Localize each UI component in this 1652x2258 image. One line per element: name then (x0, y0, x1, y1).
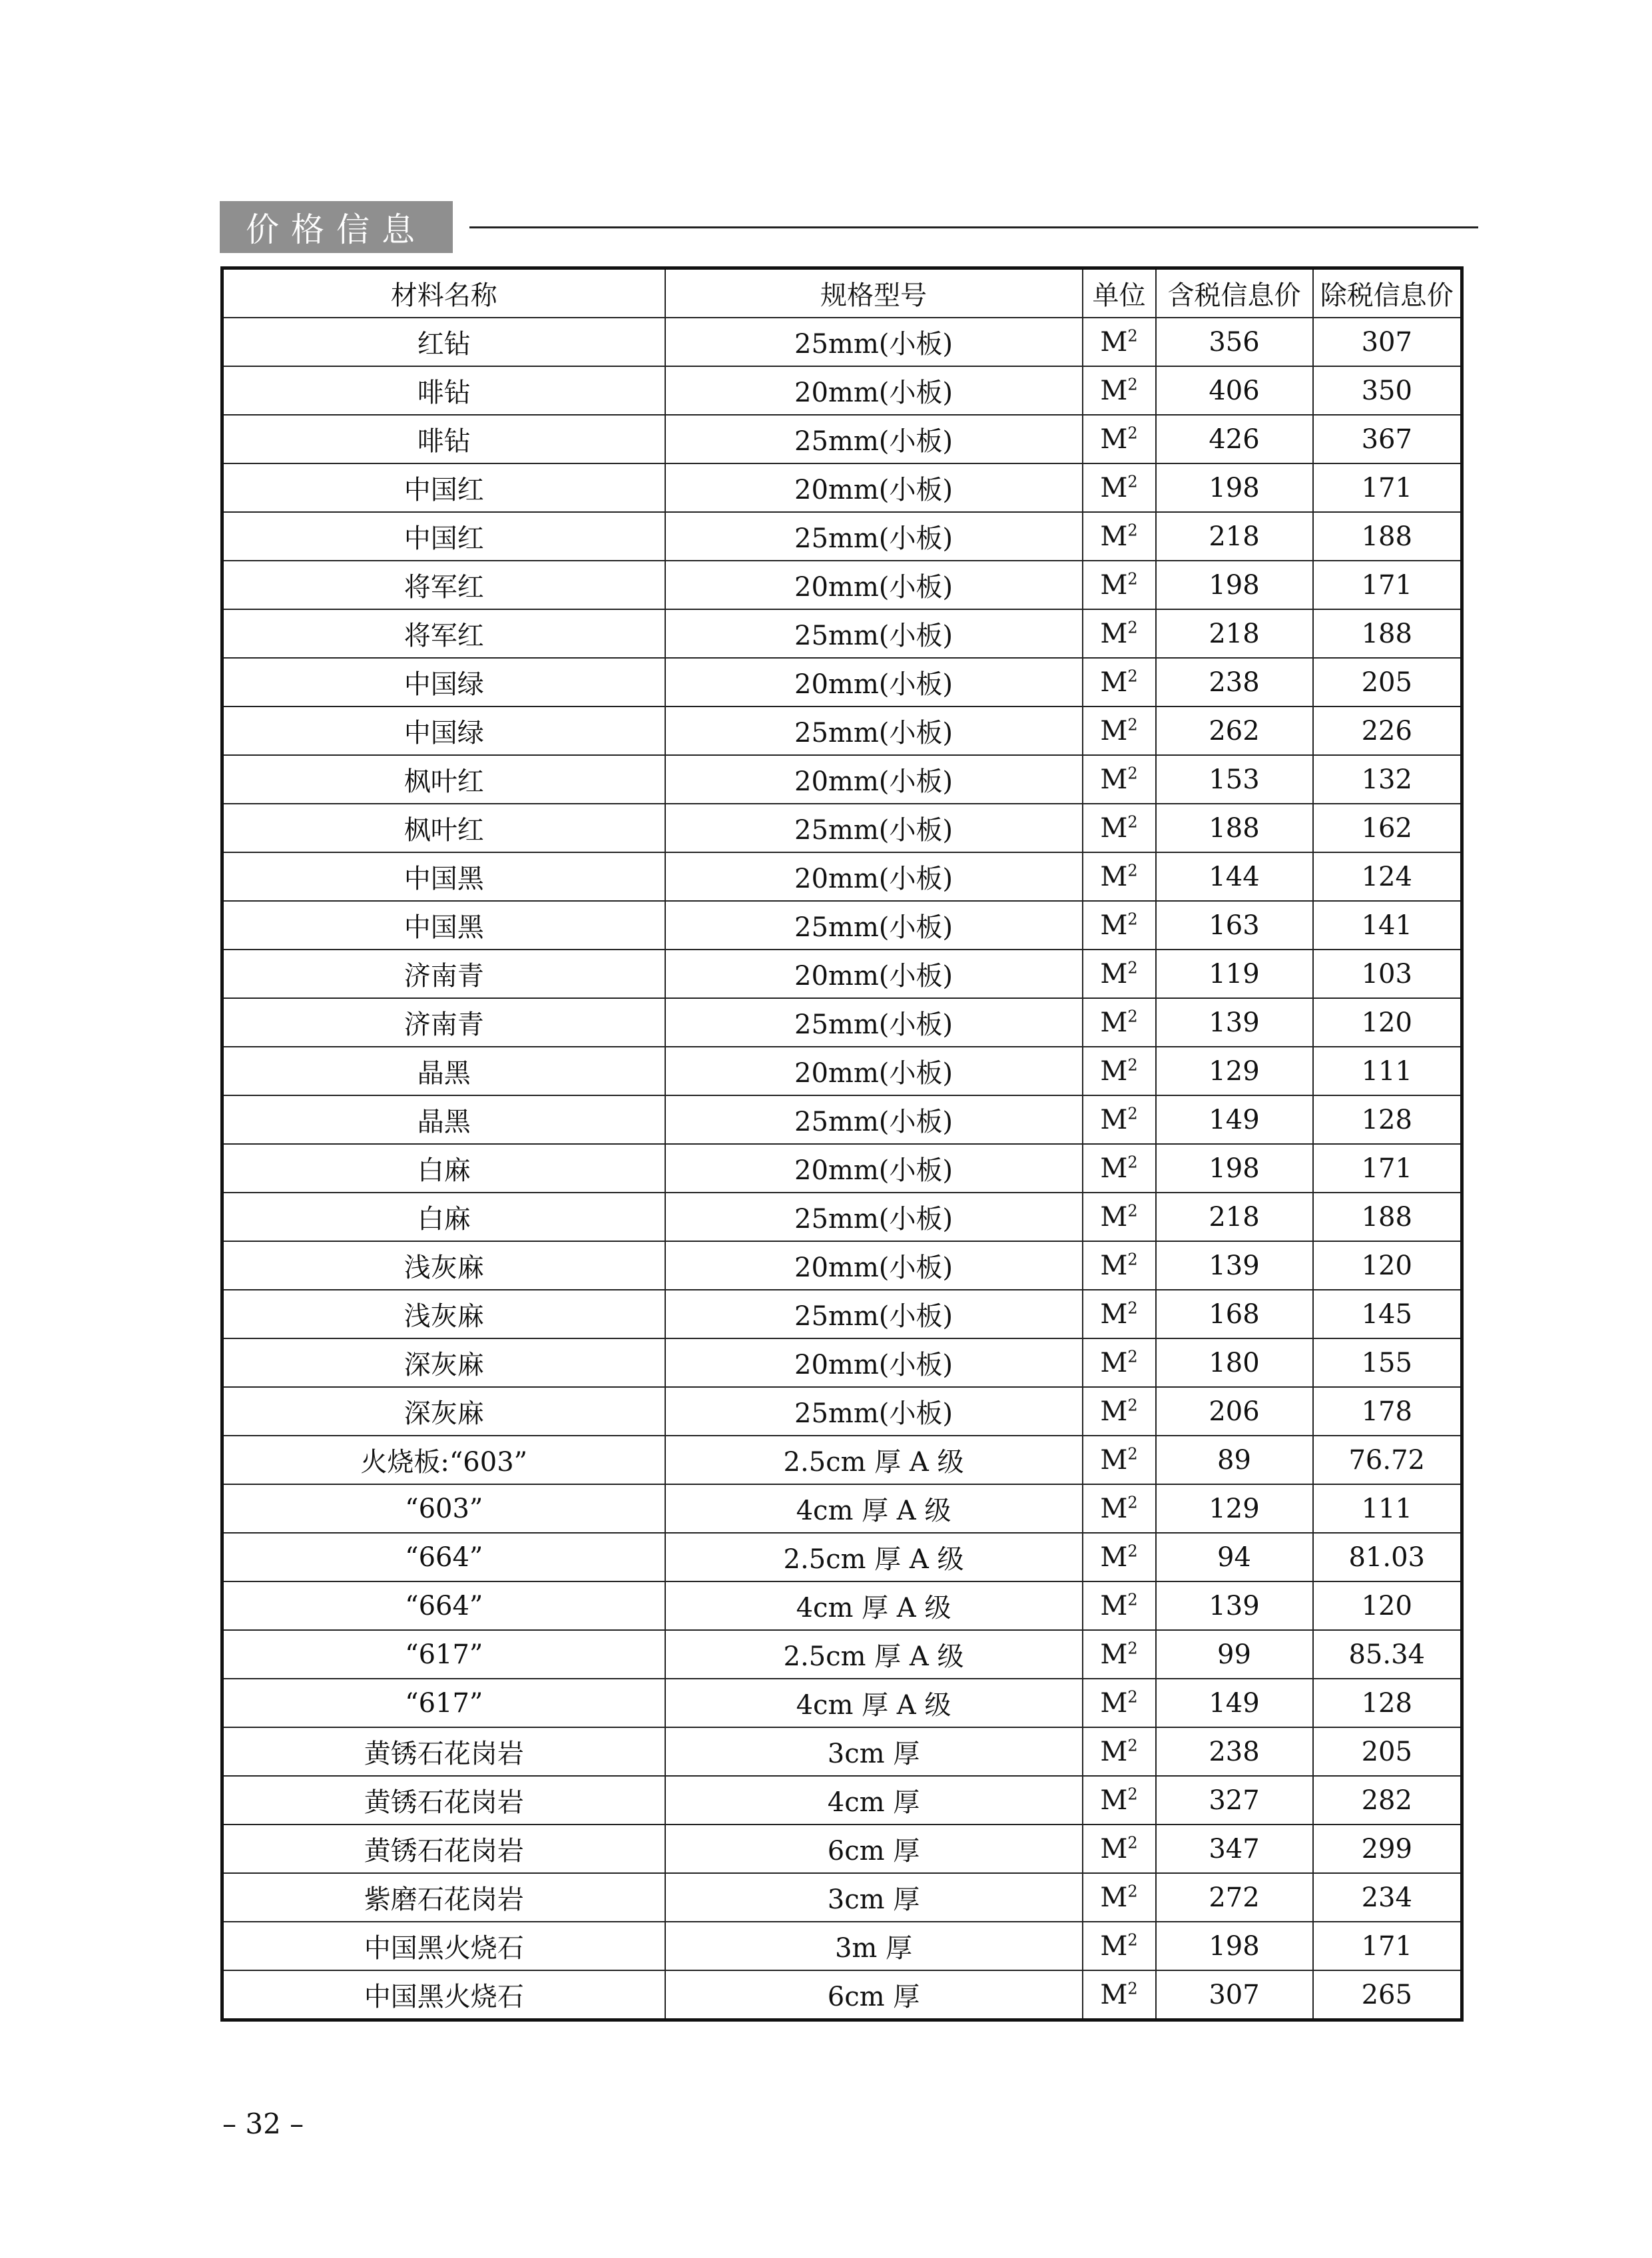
cell-material-name: 黄锈石花岗岩 (222, 1825, 665, 1873)
cell-notax-price: 128 (1313, 1095, 1462, 1144)
section-title: 价格信息 (220, 201, 453, 253)
cell-unit (1083, 1581, 1156, 1630)
cell-spec: 4cm 厚 A 级 (665, 1484, 1083, 1533)
cell-tax-price: 238 (1156, 1727, 1313, 1776)
unit-base: M (1100, 375, 1128, 406)
unit-base: M (1100, 326, 1128, 358)
cell-notax-price: 155 (1313, 1338, 1462, 1387)
cell-spec: 4cm 厚 (665, 1776, 1083, 1825)
unit-base: M (1100, 1882, 1128, 1913)
unit-exponent: 2 (1127, 1007, 1138, 1026)
cell-spec: 20mm(小板) (665, 1338, 1083, 1387)
cell-tax-price: 94 (1156, 1533, 1313, 1581)
cell-tax-price: 139 (1156, 1581, 1313, 1630)
header-tax-price: 含税信息价 (1156, 268, 1313, 318)
unit-base: M (1100, 1298, 1128, 1330)
cell-notax-price: 178 (1313, 1387, 1462, 1436)
cell-spec: 2.5cm 厚 A 级 (665, 1436, 1083, 1484)
cell-spec: 20mm(小板) (665, 1241, 1083, 1290)
cell-notax-price: 141 (1313, 901, 1462, 950)
cell-notax-price: 120 (1313, 1581, 1462, 1630)
cell-spec: 3cm 厚 (665, 1727, 1083, 1776)
cell-spec: 25mm(小板) (665, 1387, 1083, 1436)
section-header (220, 201, 1478, 253)
cell-tax-price: 129 (1156, 1047, 1313, 1095)
cell-tax-price: 218 (1156, 1193, 1313, 1241)
header-rule (469, 226, 1478, 228)
cell-notax-price: 367 (1313, 415, 1462, 463)
cell-unit (1083, 1241, 1156, 1290)
table-row (222, 1776, 1462, 1825)
unit-exponent: 2 (1127, 1979, 1138, 1998)
table-row (222, 1484, 1462, 1533)
table-row (222, 1825, 1462, 1873)
cell-unit (1083, 1144, 1156, 1193)
cell-tax-price: 149 (1156, 1095, 1313, 1144)
table-row (222, 1581, 1462, 1630)
unit-base: M (1100, 812, 1128, 844)
cell-notax-price: 85.34 (1313, 1630, 1462, 1679)
cell-notax-price: 171 (1313, 463, 1462, 512)
cell-unit (1083, 415, 1156, 463)
unit-exponent: 2 (1127, 1201, 1138, 1221)
cell-unit (1083, 1825, 1156, 1873)
cell-unit (1083, 1290, 1156, 1338)
cell-tax-price: 198 (1156, 561, 1313, 609)
cell-notax-price: 188 (1313, 512, 1462, 561)
table-row (222, 1193, 1462, 1241)
cell-notax-price: 171 (1313, 1922, 1462, 1970)
unit-exponent: 2 (1127, 1882, 1138, 1901)
table-row (222, 1387, 1462, 1436)
unit-exponent: 2 (1127, 1153, 1138, 1172)
cell-material-name: “617” (222, 1679, 665, 1727)
cell-material-name: 啡钻 (222, 415, 665, 463)
unit-base: M (1100, 910, 1128, 941)
table-row (222, 609, 1462, 658)
cell-material-name: “617” (222, 1630, 665, 1679)
unit-base: M (1100, 472, 1128, 503)
table-row (222, 804, 1462, 852)
cell-spec: 6cm 厚 (665, 1970, 1083, 2020)
unit-base: M (1100, 1444, 1128, 1476)
unit-exponent: 2 (1127, 326, 1138, 346)
cell-unit (1083, 1776, 1156, 1825)
cell-material-name: 啡钻 (222, 366, 665, 415)
unit-base: M (1100, 1493, 1128, 1524)
table-row (222, 1436, 1462, 1484)
cell-material-name: 将军红 (222, 561, 665, 609)
header-spec: 规格型号 (665, 268, 1083, 318)
cell-spec: 25mm(小板) (665, 1290, 1083, 1338)
unit-base: M (1100, 1201, 1128, 1233)
table-row (222, 1630, 1462, 1679)
cell-notax-price: 265 (1313, 1970, 1462, 2020)
table-row (222, 998, 1462, 1047)
table-row (222, 755, 1462, 804)
cell-material-name: 中国黑火烧石 (222, 1970, 665, 2020)
cell-material-name: 中国黑 (222, 852, 665, 901)
table-row (222, 512, 1462, 561)
unit-exponent: 2 (1127, 1590, 1138, 1609)
unit-base: M (1100, 1104, 1128, 1135)
cell-material-name: 晶黑 (222, 1047, 665, 1095)
cell-material-name: “664” (222, 1533, 665, 1581)
cell-notax-price: 234 (1313, 1873, 1462, 1922)
unit-base: M (1100, 1590, 1128, 1621)
unit-base: M (1100, 521, 1128, 552)
cell-notax-price: 120 (1313, 998, 1462, 1047)
table-row (222, 950, 1462, 998)
unit-exponent: 2 (1127, 1396, 1138, 1415)
cell-tax-price: 356 (1156, 318, 1313, 366)
cell-spec: 4cm 厚 A 级 (665, 1679, 1083, 1727)
cell-material-name: 紫磨石花岗岩 (222, 1873, 665, 1922)
cell-tax-price: 218 (1156, 609, 1313, 658)
cell-unit (1083, 1047, 1156, 1095)
cell-unit (1083, 998, 1156, 1047)
cell-tax-price: 198 (1156, 463, 1313, 512)
cell-spec: 2.5cm 厚 A 级 (665, 1630, 1083, 1679)
cell-tax-price: 153 (1156, 755, 1313, 804)
cell-notax-price: 111 (1313, 1484, 1462, 1533)
unit-base: M (1100, 569, 1128, 601)
unit-base: M (1100, 1055, 1128, 1087)
unit-base: M (1100, 1250, 1128, 1281)
table-row (222, 1290, 1462, 1338)
table-row (222, 1338, 1462, 1387)
unit-exponent: 2 (1127, 569, 1138, 589)
table-header-row (222, 268, 1462, 318)
table-row (222, 1095, 1462, 1144)
cell-notax-price: 350 (1313, 366, 1462, 415)
cell-spec: 6cm 厚 (665, 1825, 1083, 1873)
cell-unit (1083, 755, 1156, 804)
cell-tax-price: 139 (1156, 1241, 1313, 1290)
header-notax-price: 除税信息价 (1313, 268, 1462, 318)
cell-tax-price: 406 (1156, 366, 1313, 415)
cell-notax-price: 81.03 (1313, 1533, 1462, 1581)
cell-material-name: 深灰麻 (222, 1338, 665, 1387)
cell-notax-price: 120 (1313, 1241, 1462, 1290)
cell-material-name: 中国黑火烧石 (222, 1922, 665, 1970)
cell-material-name: 济南青 (222, 950, 665, 998)
cell-tax-price: 163 (1156, 901, 1313, 950)
cell-notax-price: 188 (1313, 1193, 1462, 1241)
unit-base: M (1100, 861, 1128, 892)
unit-base: M (1100, 1639, 1128, 1670)
cell-spec: 20mm(小板) (665, 1047, 1083, 1095)
unit-exponent: 2 (1127, 1687, 1138, 1707)
table-row (222, 1047, 1462, 1095)
cell-notax-price: 307 (1313, 318, 1462, 366)
unit-base: M (1100, 618, 1128, 649)
cell-tax-price: 206 (1156, 1387, 1313, 1436)
cell-spec: 3cm 厚 (665, 1873, 1083, 1922)
unit-exponent: 2 (1127, 1736, 1138, 1755)
unit-base: M (1100, 1930, 1128, 1962)
table-body (222, 318, 1462, 2020)
cell-tax-price: 149 (1156, 1679, 1313, 1727)
unit-exponent: 2 (1127, 958, 1138, 978)
cell-notax-price: 162 (1313, 804, 1462, 852)
cell-material-name: 中国绿 (222, 706, 665, 755)
cell-unit (1083, 1533, 1156, 1581)
unit-exponent: 2 (1127, 1542, 1138, 1561)
cell-tax-price: 99 (1156, 1630, 1313, 1679)
cell-unit (1083, 950, 1156, 998)
cell-unit (1083, 366, 1156, 415)
cell-material-name: 中国红 (222, 512, 665, 561)
table-row (222, 1873, 1462, 1922)
unit-exponent: 2 (1127, 521, 1138, 540)
unit-base: M (1100, 1979, 1128, 2010)
cell-unit (1083, 1095, 1156, 1144)
cell-unit (1083, 804, 1156, 852)
unit-base: M (1100, 423, 1128, 455)
cell-material-name: 济南青 (222, 998, 665, 1047)
cell-material-name: 中国绿 (222, 658, 665, 706)
cell-material-name: 将军红 (222, 609, 665, 658)
cell-spec: 20mm(小板) (665, 852, 1083, 901)
cell-material-name: “664” (222, 1581, 665, 1630)
cell-unit (1083, 1387, 1156, 1436)
unit-exponent: 2 (1127, 1250, 1138, 1269)
cell-spec: 25mm(小板) (665, 706, 1083, 755)
cell-unit (1083, 658, 1156, 706)
unit-exponent: 2 (1127, 861, 1138, 880)
cell-material-name: “603” (222, 1484, 665, 1533)
unit-exponent: 2 (1127, 812, 1138, 832)
table-row (222, 852, 1462, 901)
cell-notax-price: 145 (1313, 1290, 1462, 1338)
cell-unit (1083, 852, 1156, 901)
cell-notax-price: 188 (1313, 609, 1462, 658)
cell-unit (1083, 706, 1156, 755)
cell-unit (1083, 1679, 1156, 1727)
cell-notax-price: 171 (1313, 1144, 1462, 1193)
cell-unit (1083, 561, 1156, 609)
page-number: – 32 – (222, 2108, 304, 2140)
cell-spec: 20mm(小板) (665, 366, 1083, 415)
cell-unit (1083, 1193, 1156, 1241)
table-row (222, 318, 1462, 366)
cell-tax-price: 89 (1156, 1436, 1313, 1484)
cell-material-name: 火烧板:“603” (222, 1436, 665, 1484)
cell-material-name: 枫叶红 (222, 804, 665, 852)
table-row (222, 1144, 1462, 1193)
cell-material-name: 黄锈石花岗岩 (222, 1776, 665, 1825)
unit-exponent: 2 (1127, 375, 1138, 394)
cell-unit (1083, 901, 1156, 950)
cell-material-name: 中国黑 (222, 901, 665, 950)
cell-material-name: 浅灰麻 (222, 1241, 665, 1290)
table-row (222, 1241, 1462, 1290)
unit-base: M (1100, 715, 1128, 746)
cell-tax-price: 426 (1156, 415, 1313, 463)
unit-base: M (1100, 764, 1128, 795)
cell-material-name: 红钻 (222, 318, 665, 366)
cell-spec: 2.5cm 厚 A 级 (665, 1533, 1083, 1581)
cell-unit (1083, 512, 1156, 561)
cell-unit (1083, 1922, 1156, 1970)
cell-spec: 25mm(小板) (665, 901, 1083, 950)
table-row (222, 706, 1462, 755)
cell-unit (1083, 1338, 1156, 1387)
table-row (222, 561, 1462, 609)
unit-exponent: 2 (1127, 1493, 1138, 1512)
table-row (222, 415, 1462, 463)
cell-unit (1083, 1436, 1156, 1484)
cell-tax-price: 198 (1156, 1922, 1313, 1970)
cell-tax-price: 307 (1156, 1970, 1313, 2020)
cell-spec: 20mm(小板) (665, 658, 1083, 706)
cell-tax-price: 272 (1156, 1873, 1313, 1922)
cell-spec: 25mm(小板) (665, 804, 1083, 852)
cell-notax-price: 205 (1313, 1727, 1462, 1776)
cell-unit (1083, 609, 1156, 658)
cell-notax-price: 226 (1313, 706, 1462, 755)
cell-material-name: 白麻 (222, 1193, 665, 1241)
cell-spec: 25mm(小板) (665, 609, 1083, 658)
cell-spec: 25mm(小板) (665, 512, 1083, 561)
cell-tax-price: 327 (1156, 1776, 1313, 1825)
cell-notax-price: 205 (1313, 658, 1462, 706)
cell-notax-price: 128 (1313, 1679, 1462, 1727)
cell-unit (1083, 1873, 1156, 1922)
cell-unit (1083, 318, 1156, 366)
cell-tax-price: 347 (1156, 1825, 1313, 1873)
cell-tax-price: 262 (1156, 706, 1313, 755)
cell-tax-price: 188 (1156, 804, 1313, 852)
cell-spec: 25mm(小板) (665, 998, 1083, 1047)
cell-unit (1083, 1970, 1156, 2020)
unit-exponent: 2 (1127, 1639, 1138, 1658)
cell-spec: 25mm(小板) (665, 318, 1083, 366)
table-row (222, 463, 1462, 512)
cell-material-name: 中国红 (222, 463, 665, 512)
unit-base: M (1100, 1347, 1128, 1378)
cell-material-name: 枫叶红 (222, 755, 665, 804)
cell-tax-price: 198 (1156, 1144, 1313, 1193)
unit-exponent: 2 (1127, 1444, 1138, 1464)
cell-spec: 25mm(小板) (665, 1193, 1083, 1241)
cell-material-name: 晶黑 (222, 1095, 665, 1144)
unit-exponent: 2 (1127, 1930, 1138, 1950)
table-row (222, 1727, 1462, 1776)
unit-base: M (1100, 1687, 1128, 1719)
cell-spec: 25mm(小板) (665, 1095, 1083, 1144)
cell-notax-price: 76.72 (1313, 1436, 1462, 1484)
cell-tax-price: 144 (1156, 852, 1313, 901)
table-row (222, 366, 1462, 415)
unit-exponent: 2 (1127, 910, 1138, 929)
cell-notax-price: 282 (1313, 1776, 1462, 1825)
cell-notax-price: 299 (1313, 1825, 1462, 1873)
cell-spec: 3m 厚 (665, 1922, 1083, 1970)
unit-exponent: 2 (1127, 472, 1138, 491)
unit-exponent: 2 (1127, 423, 1138, 443)
cell-unit (1083, 1727, 1156, 1776)
unit-exponent: 2 (1127, 764, 1138, 783)
cell-spec: 25mm(小板) (665, 415, 1083, 463)
cell-tax-price: 129 (1156, 1484, 1313, 1533)
unit-base: M (1100, 958, 1128, 989)
unit-base: M (1100, 1736, 1128, 1767)
unit-base: M (1100, 1542, 1128, 1573)
cell-notax-price: 111 (1313, 1047, 1462, 1095)
cell-notax-price: 124 (1313, 852, 1462, 901)
cell-material-name: 黄锈石花岗岩 (222, 1727, 665, 1776)
unit-base: M (1100, 1007, 1128, 1038)
unit-exponent: 2 (1127, 715, 1138, 734)
cell-tax-price: 168 (1156, 1290, 1313, 1338)
cell-unit (1083, 1630, 1156, 1679)
header-unit: 单位 (1083, 268, 1156, 318)
cell-unit (1083, 1484, 1156, 1533)
unit-exponent: 2 (1127, 1055, 1138, 1075)
cell-spec: 20mm(小板) (665, 463, 1083, 512)
cell-notax-price: 171 (1313, 561, 1462, 609)
unit-exponent: 2 (1127, 618, 1138, 637)
table-row (222, 1679, 1462, 1727)
cell-tax-price: 218 (1156, 512, 1313, 561)
table-row (222, 658, 1462, 706)
cell-tax-price: 119 (1156, 950, 1313, 998)
cell-tax-price: 139 (1156, 998, 1313, 1047)
unit-base: M (1100, 1833, 1128, 1864)
unit-base: M (1100, 1396, 1128, 1427)
cell-spec: 20mm(小板) (665, 950, 1083, 998)
table-row (222, 1922, 1462, 1970)
cell-notax-price: 103 (1313, 950, 1462, 998)
unit-base: M (1100, 667, 1128, 698)
unit-base: M (1100, 1153, 1128, 1184)
cell-spec: 4cm 厚 A 级 (665, 1581, 1083, 1630)
unit-exponent: 2 (1127, 1298, 1138, 1318)
header-material-name: 材料名称 (222, 268, 665, 318)
cell-material-name: 浅灰麻 (222, 1290, 665, 1338)
cell-unit (1083, 463, 1156, 512)
unit-exponent: 2 (1127, 1785, 1138, 1804)
cell-spec: 20mm(小板) (665, 755, 1083, 804)
cell-material-name: 白麻 (222, 1144, 665, 1193)
unit-exponent: 2 (1127, 1833, 1138, 1852)
cell-spec: 20mm(小板) (665, 561, 1083, 609)
unit-exponent: 2 (1127, 1104, 1138, 1123)
cell-material-name: 深灰麻 (222, 1387, 665, 1436)
table-row (222, 1970, 1462, 2020)
cell-notax-price: 132 (1313, 755, 1462, 804)
cell-tax-price: 238 (1156, 658, 1313, 706)
price-table (220, 266, 1464, 2022)
unit-exponent: 2 (1127, 1347, 1138, 1366)
cell-spec: 20mm(小板) (665, 1144, 1083, 1193)
unit-base: M (1100, 1785, 1128, 1816)
unit-exponent: 2 (1127, 667, 1138, 686)
cell-tax-price: 180 (1156, 1338, 1313, 1387)
table-row (222, 901, 1462, 950)
table-row (222, 1533, 1462, 1581)
